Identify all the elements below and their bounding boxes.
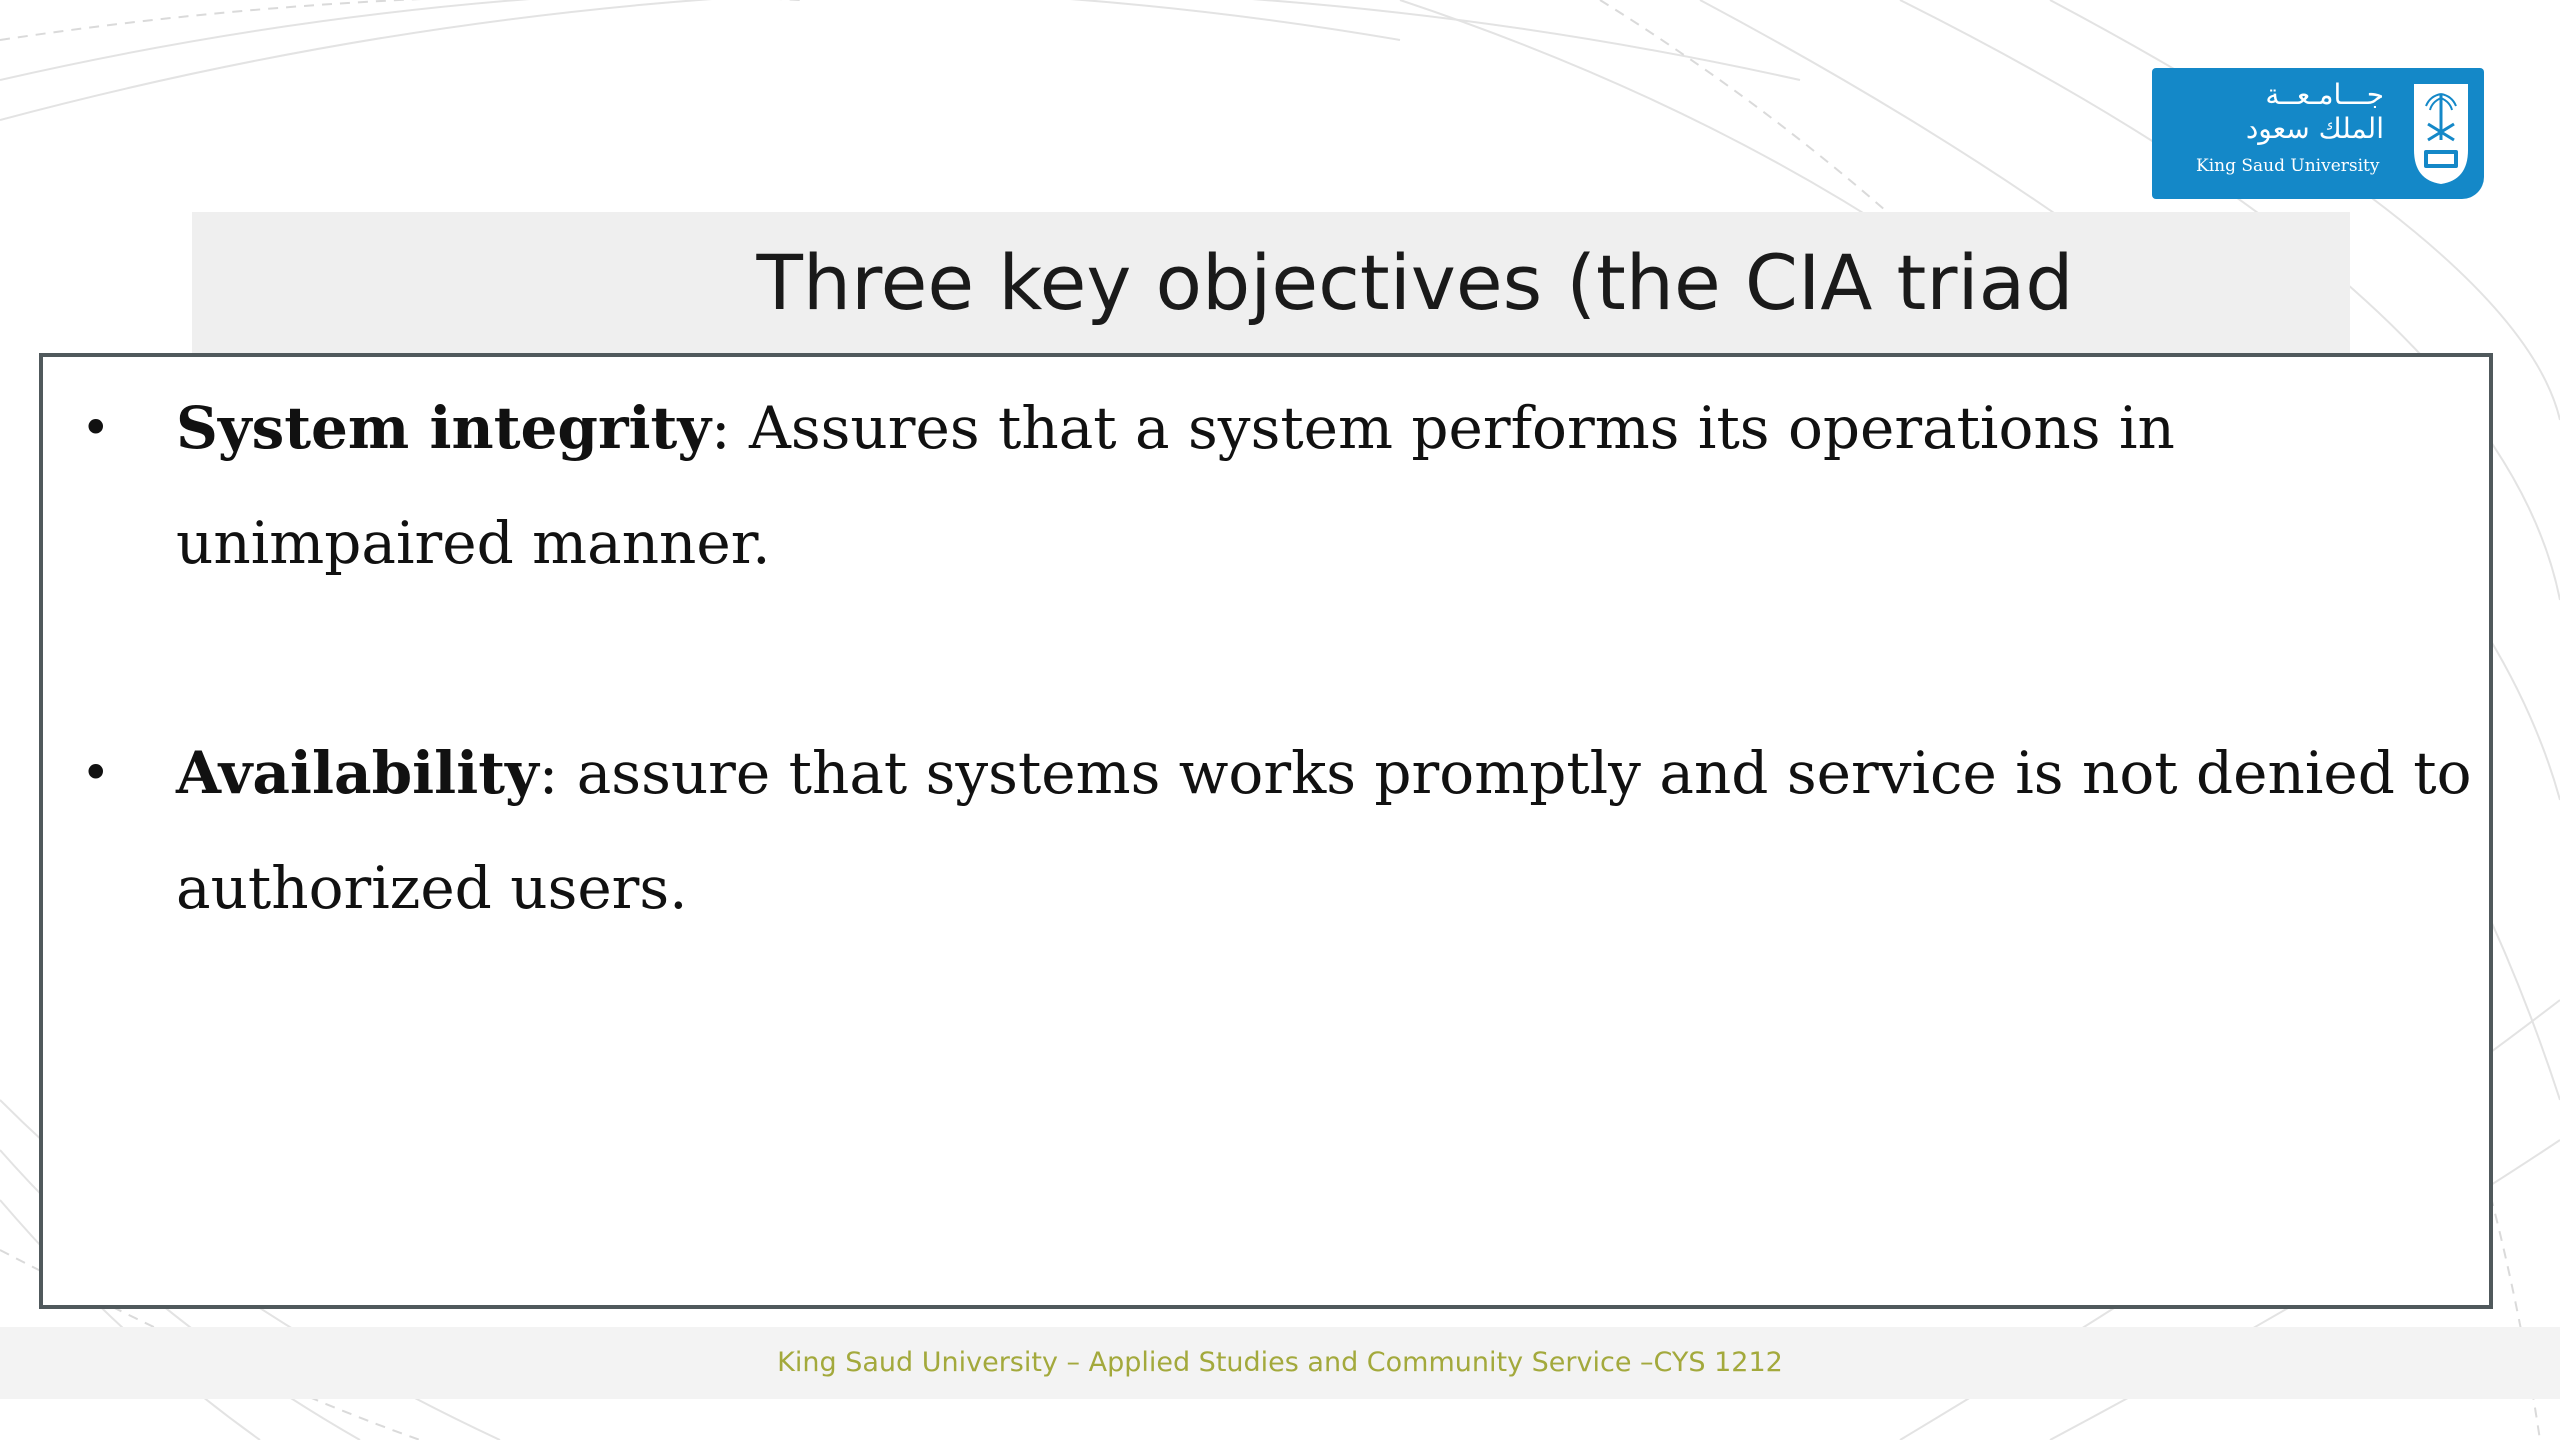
logo-arabic-line2: الملك سعود [2245, 112, 2384, 145]
logo-arabic-line1: جـــامـعــة [2265, 78, 2384, 111]
king-saud-university-logo [2152, 68, 2484, 199]
bullet-term: Availability [176, 739, 539, 807]
bullet-separator: : [711, 394, 750, 462]
slide-title: Three key objectives (the CIA triad [756, 238, 2074, 327]
bullet-icon: • [81, 399, 111, 457]
bullet-text [176, 371, 2481, 601]
bullet-item [81, 716, 2481, 946]
bullet-text [176, 716, 2481, 946]
university-emblem-icon [2410, 80, 2472, 186]
content-box [39, 353, 2493, 1309]
bullet-item [81, 371, 2481, 601]
bullet-description: Assures that a system performs its operations in unimpaired manner. [176, 394, 2175, 577]
bullet-separator: : [538, 739, 577, 807]
logo-english-name: King Saud University [2196, 156, 2380, 176]
bullet-description: assure that systems works promptly and service is not denied to authorized users. [176, 739, 2472, 922]
bullet-term: System integrity [176, 394, 712, 462]
bullet-icon: • [81, 744, 111, 802]
footer-text: King Saud University – Applied Studies and Community Service –CYS 1212 [777, 1347, 1783, 1378]
